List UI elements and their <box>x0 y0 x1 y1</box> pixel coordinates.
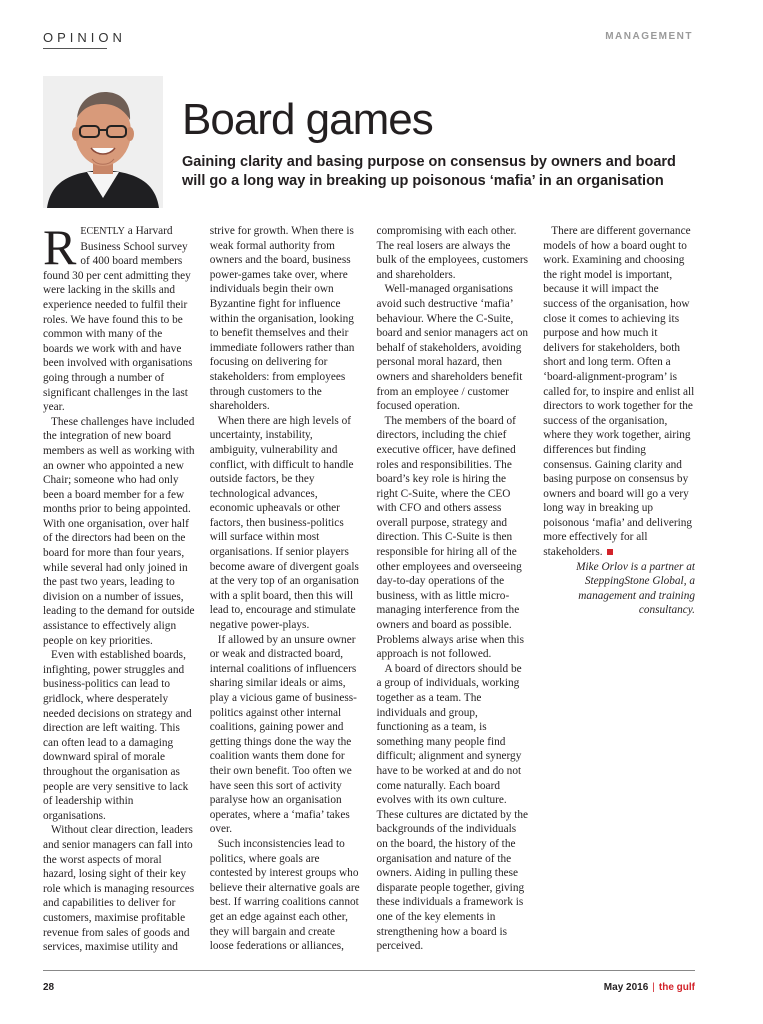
article-paragraph: Without clear direction, leaders and senior managers can fall into the worst aspects of moral hazard, losing sight of their key role which is managing resources and capabilities to deliver for customers, maximise profitable revenue from sales of goods and services, maximise utility and strive for growth. When there is weak formal authority from owners and the board, business power-games take over, where individuals begin their own Byzantine fight for influence within the organisation, looking to benefit themselves and their immediate followers rather than focusing on delivering for stakeholders: from employees through customers to the shareholders. <box>43 225 355 954</box>
paragraph-text: There are different governance models of how a board ought to work. Examining and choosing the right model is important, because it will impact the success of the organisation, how close it comes to achieving its purpose and how much it delivers for stakeholders, both short and long term. Often a ‘board-alignment-program’ is called for, to inspire and enlist all directors to work together for the success of the organisation, where they work together, airing differences but finding consensus. Gaining clarity and basing purpose on consensus by owners and board will go a very long way in breaking up poisonous ‘mafia’ and delivering more effectively for all stakeholders. <box>543 225 695 559</box>
footer-separator: | <box>652 982 655 993</box>
section-rule <box>43 48 107 49</box>
article-paragraph: Such inconsistencies lead to politics, where goals are contested by interest groups who believe their alternative goals are best. If warring coalitions cannot get an edge against each other, they will bargain and create loose federations or alliances, compromising with each other. The real losers are always the bulk of the employees, customers and shareholders. <box>209 225 529 953</box>
category-label: MANAGEMENT <box>605 31 693 42</box>
article-paragraph: The members of the board of directors, including the chief executive officer, have defined roles and responsibilities. The board’s key role is hiring the right C-Suite, where the CEO with CFO and others assess overall purpose, strategy and direction. This C-Suite is then responsible for hiring all of the other employees and overseeing day-to-day operations of the business, with as little micro-managing interference from the owners and board as possible. Problems always arise when this approach is not followed. <box>376 414 524 661</box>
author-photo <box>43 76 163 208</box>
article-body <box>43 224 695 959</box>
drop-cap: R <box>43 224 77 275</box>
article-paragraph <box>43 224 195 415</box>
paragraph-text: a Harvard Business School survey of 400 board members found 30 per cent admitting they were lacking in the skills and experience needed to fulfil their roles. We have found this to be common with many of the boards we work with and have been involved with organisations going through a number of significant challenges in the last year. <box>43 225 193 414</box>
article-standfirst: Gaining clarity and basing purpose on consensus by owners and board will go a long way in breaking up poisonous ‘mafia’ in an organisation <box>182 154 676 189</box>
article-paragraph: Well-managed organisations avoid such destructive ‘mafia’ behaviour. Where the C-Suite, board and senior managers act on behalf of stakeholders, avoiding personal moral hazard, then owners and shareholders benefit from an employee / customer focused operation. <box>376 283 529 413</box>
issue-date: May 2016 <box>603 982 649 993</box>
publication-name: the gulf <box>658 982 695 993</box>
end-mark-icon <box>607 549 613 555</box>
article-paragraph: A board of directors should be a group of individuals, working together as a team. The individuals and group, functioning as a team, is something many people find difficult; alignment and synergy have to be worked at and do not come naturally. Each board evolves with its own culture. These cultures are dictated by the backgrounds of the individuals on the board, the history of the organisation and nature of the owners. Aiding in pulling these disparate people together, giving these individuals a framework is one of the key elements in strengthening how a board is perceived. <box>376 662 528 953</box>
footer-rule <box>43 970 695 971</box>
article-paragraph: Even with established boards, infighting, power struggles and business-politics can lead to gridlock, where desperately needed decisions on strategy and direction are left waiting. This can often lead to a damaging downward spiral of morale throughout the organisation as people are very sensitive to lack of leadership within organisations. <box>43 649 192 822</box>
article-paragraph: If allowed by an unsure owner or weak and distracted board, internal coalitions of influencers sharing similar ideals or aims, play a vicious game of business-politics against other internal coalitions, gaining power and getting things done the way the coalition wants them done for their own benefit. Too often we have seen this sort of activity paralyse how an organisation operates, where a ‘mafia’ takes over. <box>209 633 357 836</box>
page-number: 28 <box>43 982 55 993</box>
article-paragraph <box>543 224 695 560</box>
article-paragraph: These challenges have included the integration of new board members as well as working with an owner who appointed a new Chair; someone who had only been a board member for a few months prior to being appointed. With one organisation, over half of the directors had been on the board for more than four years, while several had only joined in the past two years, leading to division on a number of issues, leading to the demand for outside assistance to effectively align people on key priorities. <box>43 415 195 647</box>
author-portrait-image <box>43 76 163 208</box>
author-bio: Mike Orlov is a partner at SteppingStone Global, a management and training consultancy. <box>576 560 695 617</box>
article-title: Board games <box>182 95 433 144</box>
lead-in: ECENTLY <box>80 226 125 237</box>
section-label: OPINION <box>43 30 126 45</box>
article-paragraph: When there are high levels of uncertainty, instability, ambiguity, vulnerability and conflict, with difficult to handle outside factors, be they technological advances, economic upheavals or other factors, then business-politics will surface within most organisations. If senior players become aware of divergent goals at the very top of an organisation with a split board, then this will lead to, encourage and stimulate negative power-plays. <box>209 414 359 632</box>
footer-masthead <box>604 982 695 993</box>
